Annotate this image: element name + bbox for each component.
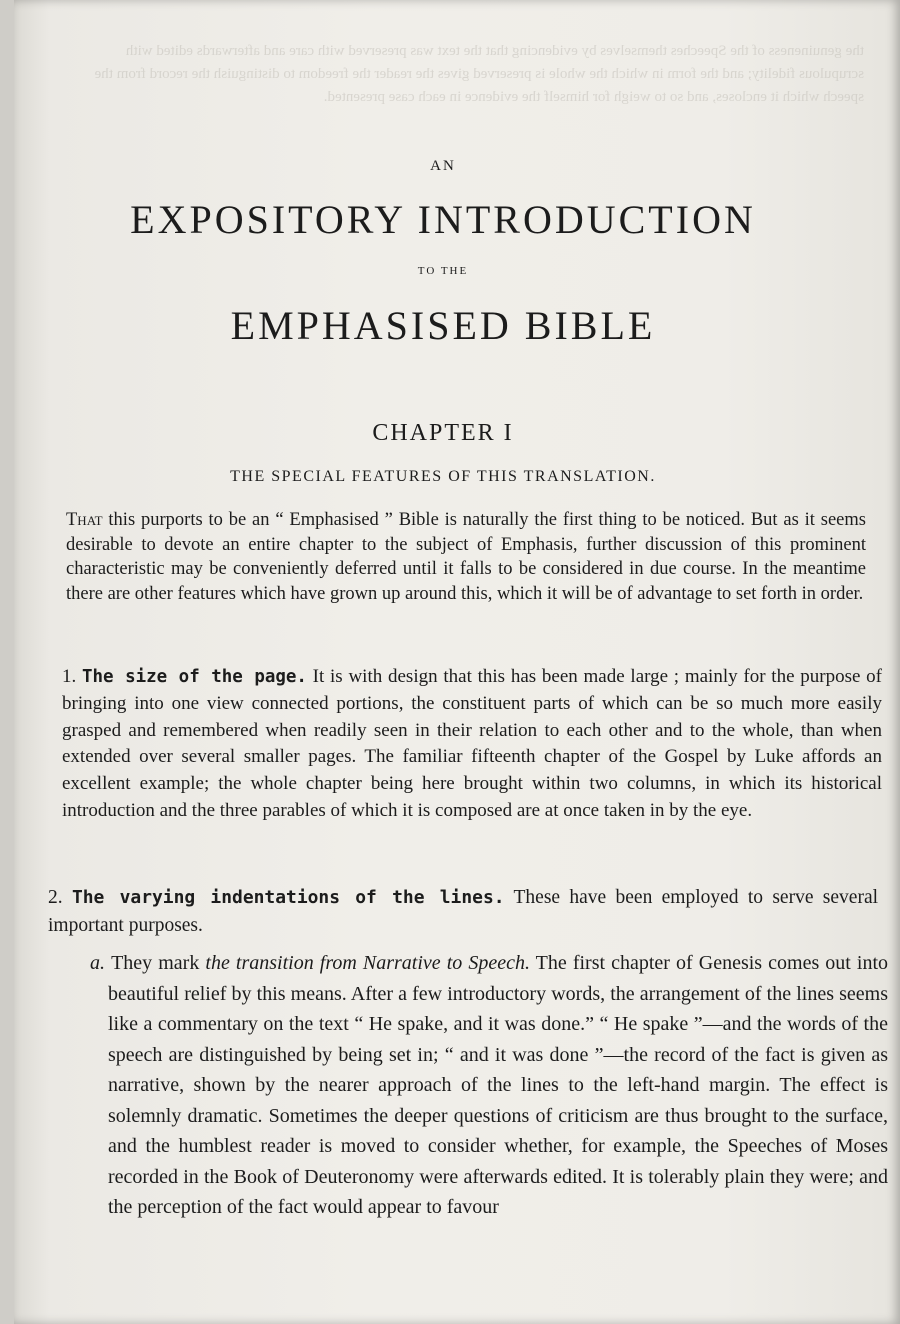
paragraph-4-italic: the transition from Narrative to Speech. <box>205 952 530 974</box>
paragraph-4-lead: They mark <box>111 952 206 974</box>
paragraph-3-number: 2. <box>48 887 72 908</box>
paragraph-4-label: a. <box>90 952 112 974</box>
paragraph-2-number: 1. <box>62 666 83 687</box>
header-an: AN <box>430 158 456 174</box>
paragraph-1 <box>32 508 866 606</box>
book-title: EXPOSITORY INTRODUCTION <box>130 197 756 242</box>
header-to-the: TO THE <box>417 265 469 277</box>
paragraph-2 <box>28 664 882 825</box>
paragraph-4 <box>90 948 888 1223</box>
paragraph-3 <box>14 884 878 940</box>
chapter-heading: THE SPECIAL FEATURES OF THIS TRANSLATION. <box>230 468 656 485</box>
paragraph-2-text: It is with design that this has been made large ; mainly for the purpose of bringing into one view connected portions, the constituent parts of which can be so much more easily grasped and remembered when readily seen in their relation to each other and to the whole, than when extended over several smaller pages. The familiar fifteenth chapter of the Gospel by Luke affords an excellent example; the whole chapter being here brought within two columns, in which its historical introduction and the three parables of which it is composed are at once taken in by the eye. <box>62 666 882 821</box>
paragraph-2-heading: The size of the page. <box>82 667 307 687</box>
paragraph-4-text: The first chapter of Genesis comes out into beautiful relief by this means. After a few introductory words, the arrangement of the lines seems like a commentary on the text “ He spake, and it was done.” “ He spake ”—and the words of the speech are distinguished by being set in; “ and it was done ”—the record of the fact is given as narrative, shown by the nearer approach of the lines to the left-hand margin. The effect is solemnly dramatic. Sometimes the deeper questions of criticism are thus brought to the surface, and the humblest reader is moved to consider whether, for example, the Speeches of Moses recorded in the Book of Deuteronomy were afterwards edited. It is tolerably plain they were; and the perception of the fact would appear to favour <box>108 952 889 1218</box>
paragraph-1-lead: That <box>66 510 103 530</box>
show-through-text: the genuineness of the Speeches themselves by evidencing that the text was preserved with care and afterwards edited with scrupulous fidelity; and the form in which the whole is preserved gives the reader the freedom to distinguish the record from the speech which it encloses, and so to weigh for himself the evidence in each case presented. <box>94 43 864 105</box>
paragraph-3-heading: The varying indentations of the lines. <box>71 887 505 908</box>
paragraph-1-text: this purports to be an “ Emphasised ” Bible is naturally the first thing to be noticed. But as it seems desirable to devote an entire chapter to the subject of Emphasis, further discussion of this prominent characteristic may be conveniently deferred until it falls to be considered in due course. In the meantime there are other features which have grown up around this, which it will be of advantage to set forth in order. <box>66 510 866 604</box>
paragraph-3-text: These have been employed to serve several important purposes. <box>48 887 879 936</box>
book-subtitle: EMPHASISED BIBLE <box>230 303 656 348</box>
chapter-number: CHAPTER I <box>372 420 514 446</box>
